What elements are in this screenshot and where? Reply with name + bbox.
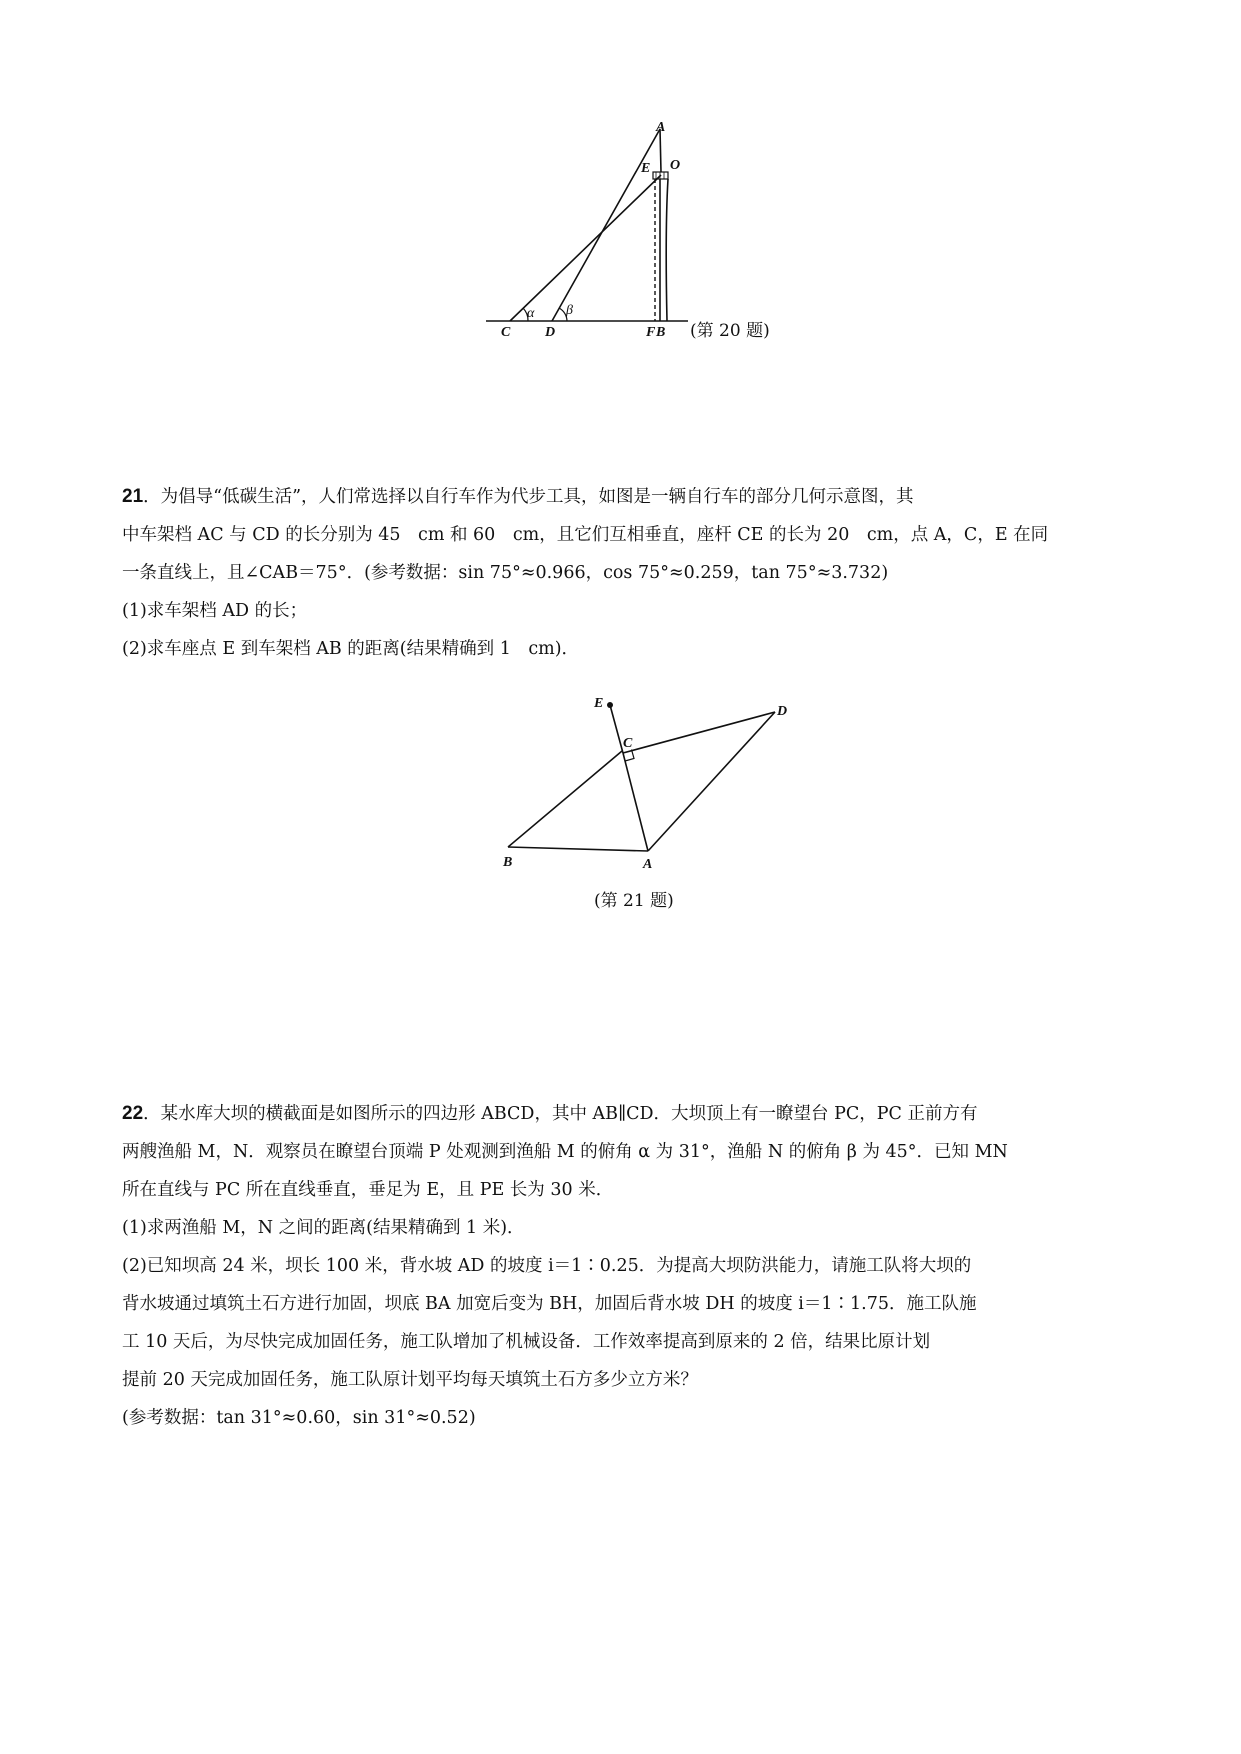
question-21-number: 21 bbox=[122, 486, 144, 507]
bar-bc bbox=[508, 751, 622, 847]
question-22-part-1: (1)求两渔船 M，N 之间的距离(结果精确到 1 米)． bbox=[122, 1218, 525, 1238]
question-22-part-2-line-1: (2)已知坝高 24 米，坝长 100 米，背水坡 AD 的坡度 i＝1∶0.25．为提高大坝防洪能力，请施工队将大坝的 bbox=[122, 1256, 972, 1276]
caption-20: (第 20 题) bbox=[690, 321, 770, 341]
line-da bbox=[552, 129, 660, 321]
bar-da bbox=[648, 712, 775, 851]
label-b: B bbox=[503, 855, 513, 870]
bar-ca bbox=[623, 753, 648, 851]
caption-21: (第 21 题) bbox=[594, 891, 674, 911]
seat-post-ec bbox=[610, 705, 623, 753]
label-beta: β bbox=[566, 303, 573, 318]
point-e bbox=[607, 702, 613, 708]
figure-21-diagram bbox=[0, 680, 1241, 920]
question-22-line-1: 22．某水库大坝的横截面是如图所示的四边形 ABCD，其中 AB∥CD．大坝顶上有一瞭望台 PC，PC 正前方有 bbox=[122, 1103, 978, 1124]
label-c: C bbox=[501, 325, 511, 340]
figure-20-diagram bbox=[0, 0, 1241, 360]
label-a: A bbox=[656, 120, 666, 135]
question-21-part-1: (1)求车架档 AD 的长； bbox=[122, 601, 308, 621]
question-21-line-1: 21．为倡导“低碳生活”，人们常选择以自行车作为代步工具，如图是一辆自行车的部分几何示意图，其 bbox=[122, 486, 914, 507]
label-b: B bbox=[656, 325, 666, 340]
label-c: C bbox=[623, 736, 633, 751]
question-22-line-2: 两艘渔船 M，N．观察员在瞭望台顶端 P 处观测到渔船 M 的俯角 α 为 31°，渔船 N 的俯角 β 为 45°．已知 MN bbox=[122, 1142, 1008, 1162]
line-co bbox=[510, 175, 661, 321]
question-22-part-2-line-4: 提前 20 天完成加固任务，施工队原计划平均每天填筑土石方多少立方米？ bbox=[122, 1370, 698, 1390]
label-alpha: α bbox=[527, 306, 535, 321]
question-22-part-2-line-3: 工 10 天后，为尽快完成加固任务，施工队增加了机械设备．工作效率提高到原来的 2 倍，结果比原计划 bbox=[122, 1332, 931, 1352]
figure-20 bbox=[0, 0, 1241, 360]
pole-right bbox=[666, 179, 668, 321]
question-21-line-3: 一条直线上，且∠CAB＝75°．(参考数据：sin 75°≈0.966，cos 75°≈0.259，tan 75°≈3.732) bbox=[122, 563, 889, 583]
question-22-part-2-line-2: 背水坡通过填筑土石方进行加固，坝底 BA 加宽后变为 BH，加固后背水坡 DH 的坡度 i＝1∶1.75．施工队施 bbox=[122, 1294, 977, 1314]
bar-ba bbox=[508, 847, 648, 851]
label-o: O bbox=[670, 158, 681, 173]
label-d: D bbox=[777, 704, 788, 719]
label-a: A bbox=[643, 857, 653, 872]
label-e: E bbox=[594, 696, 604, 711]
question-22-reference-data: (参考数据：tan 31°≈0.60，sin 31°≈0.52) bbox=[122, 1408, 476, 1428]
figure-21 bbox=[0, 680, 1241, 920]
label-f: F bbox=[646, 325, 656, 340]
question-21-part-2: (2)求车座点 E 到车架档 AB 的距离(结果精确到 1 cm)． bbox=[122, 639, 580, 659]
question-22-number: 22 bbox=[122, 1103, 144, 1124]
bar-cd bbox=[623, 712, 775, 753]
question-21 bbox=[122, 478, 1134, 668]
pole-top bbox=[660, 129, 661, 172]
question-22 bbox=[122, 1095, 1134, 1437]
label-e: E bbox=[641, 161, 651, 176]
question-21-line-2: 中车架档 AC 与 CD 的长分别为 45 cm 和 60 cm，且它们互相垂直，座杆 CE 的长为 20 cm，点 A，C，E 在同 bbox=[122, 525, 1049, 545]
question-22-line-3: 所在直线与 PC 所在直线垂直，垂足为 E，且 PE 长为 30 米． bbox=[122, 1180, 614, 1200]
label-d: D bbox=[545, 325, 556, 340]
